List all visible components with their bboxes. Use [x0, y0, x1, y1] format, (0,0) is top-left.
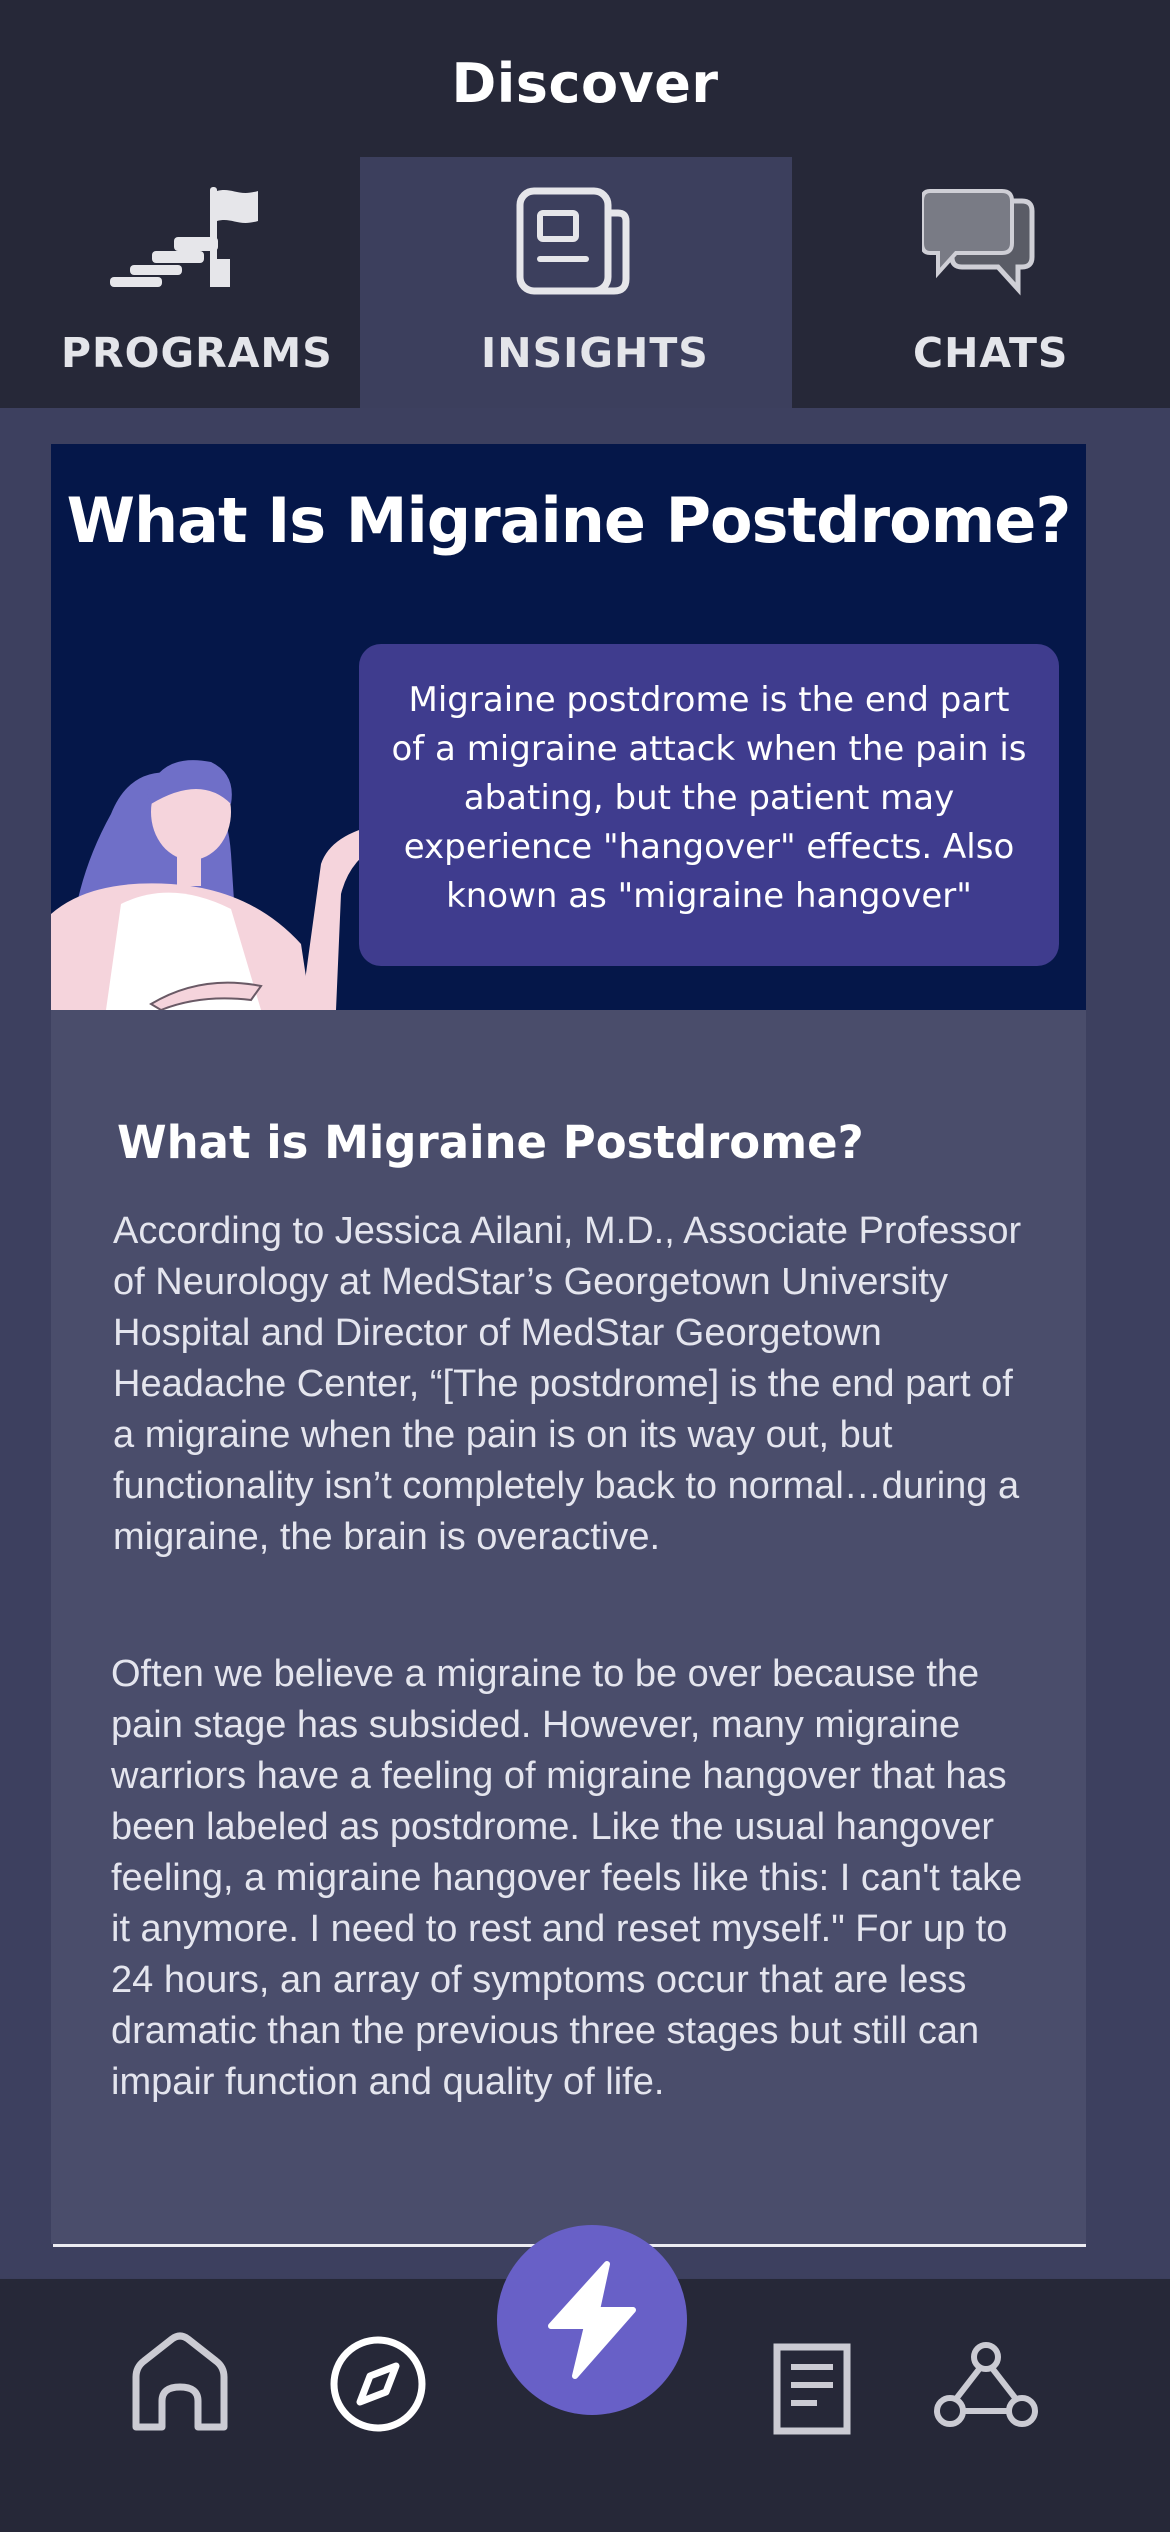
article-paragraph: According to Jessica Ailani, M.D., Associate Professor of Neurology at MedStar’s Georgetown University Hospital and Director of MedStar Georgetown Headache Center, “[The postdrome] is the end part of a migraine when the pain is on its way out, but functionality isn’t completely back to normal…during a migraine, the brain is overactive. — [113, 1210, 1022, 1558]
article-heading: What is Migraine Postdrome? — [117, 1116, 864, 1169]
tab-chats[interactable] — [792, 157, 1170, 408]
article-card — [51, 444, 1086, 2244]
article-paragraph: Often we believe a migraine to be over because the pain stage has subsided. However, many migraine warriors have a feeling of migraine hangover that has been labeled as postdrome. Like the usual hangover feeling, a migraine hangover feels like this: I can't take it anymore. I need to rest and reset myself." For up to 24 hours, an array of symptoms occur that are less dramatic than the previous three stages but still can impair function and quality of life. — [111, 1653, 1023, 2103]
tab-insights[interactable] — [360, 157, 792, 408]
compass-icon[interactable] — [328, 2334, 428, 2434]
woman-illustration — [51, 704, 411, 1010]
article-banner-image — [51, 444, 1086, 1010]
network-icon[interactable] — [934, 2341, 1038, 2431]
home-icon[interactable] — [128, 2331, 232, 2435]
stairs-flag-icon — [110, 187, 270, 297]
tab-insights-label: INSIGHTS — [481, 329, 709, 377]
document-icon[interactable] — [773, 2343, 853, 2435]
tab-chats-label: CHATS — [913, 329, 1069, 377]
banner-title: What Is Migraine Postdrome? — [66, 484, 1071, 557]
quick-action-button[interactable] — [497, 2225, 687, 2415]
header — [0, 0, 1170, 408]
chat-bubbles-icon — [922, 187, 1042, 302]
tab-programs[interactable] — [0, 157, 360, 408]
lightning-icon — [537, 2260, 647, 2380]
article-scroll-area[interactable] — [0, 408, 1170, 2278]
banner-definition-box: Migraine postdrome is the end part of a migraine attack when the pain is abating, but the patient may experience "hangover" effects. Also known as "migraine hangover" — [359, 644, 1059, 966]
tab-programs-label: PROGRAMS — [61, 329, 333, 377]
newspaper-icon — [514, 187, 634, 297]
page-title: Discover — [451, 52, 719, 115]
